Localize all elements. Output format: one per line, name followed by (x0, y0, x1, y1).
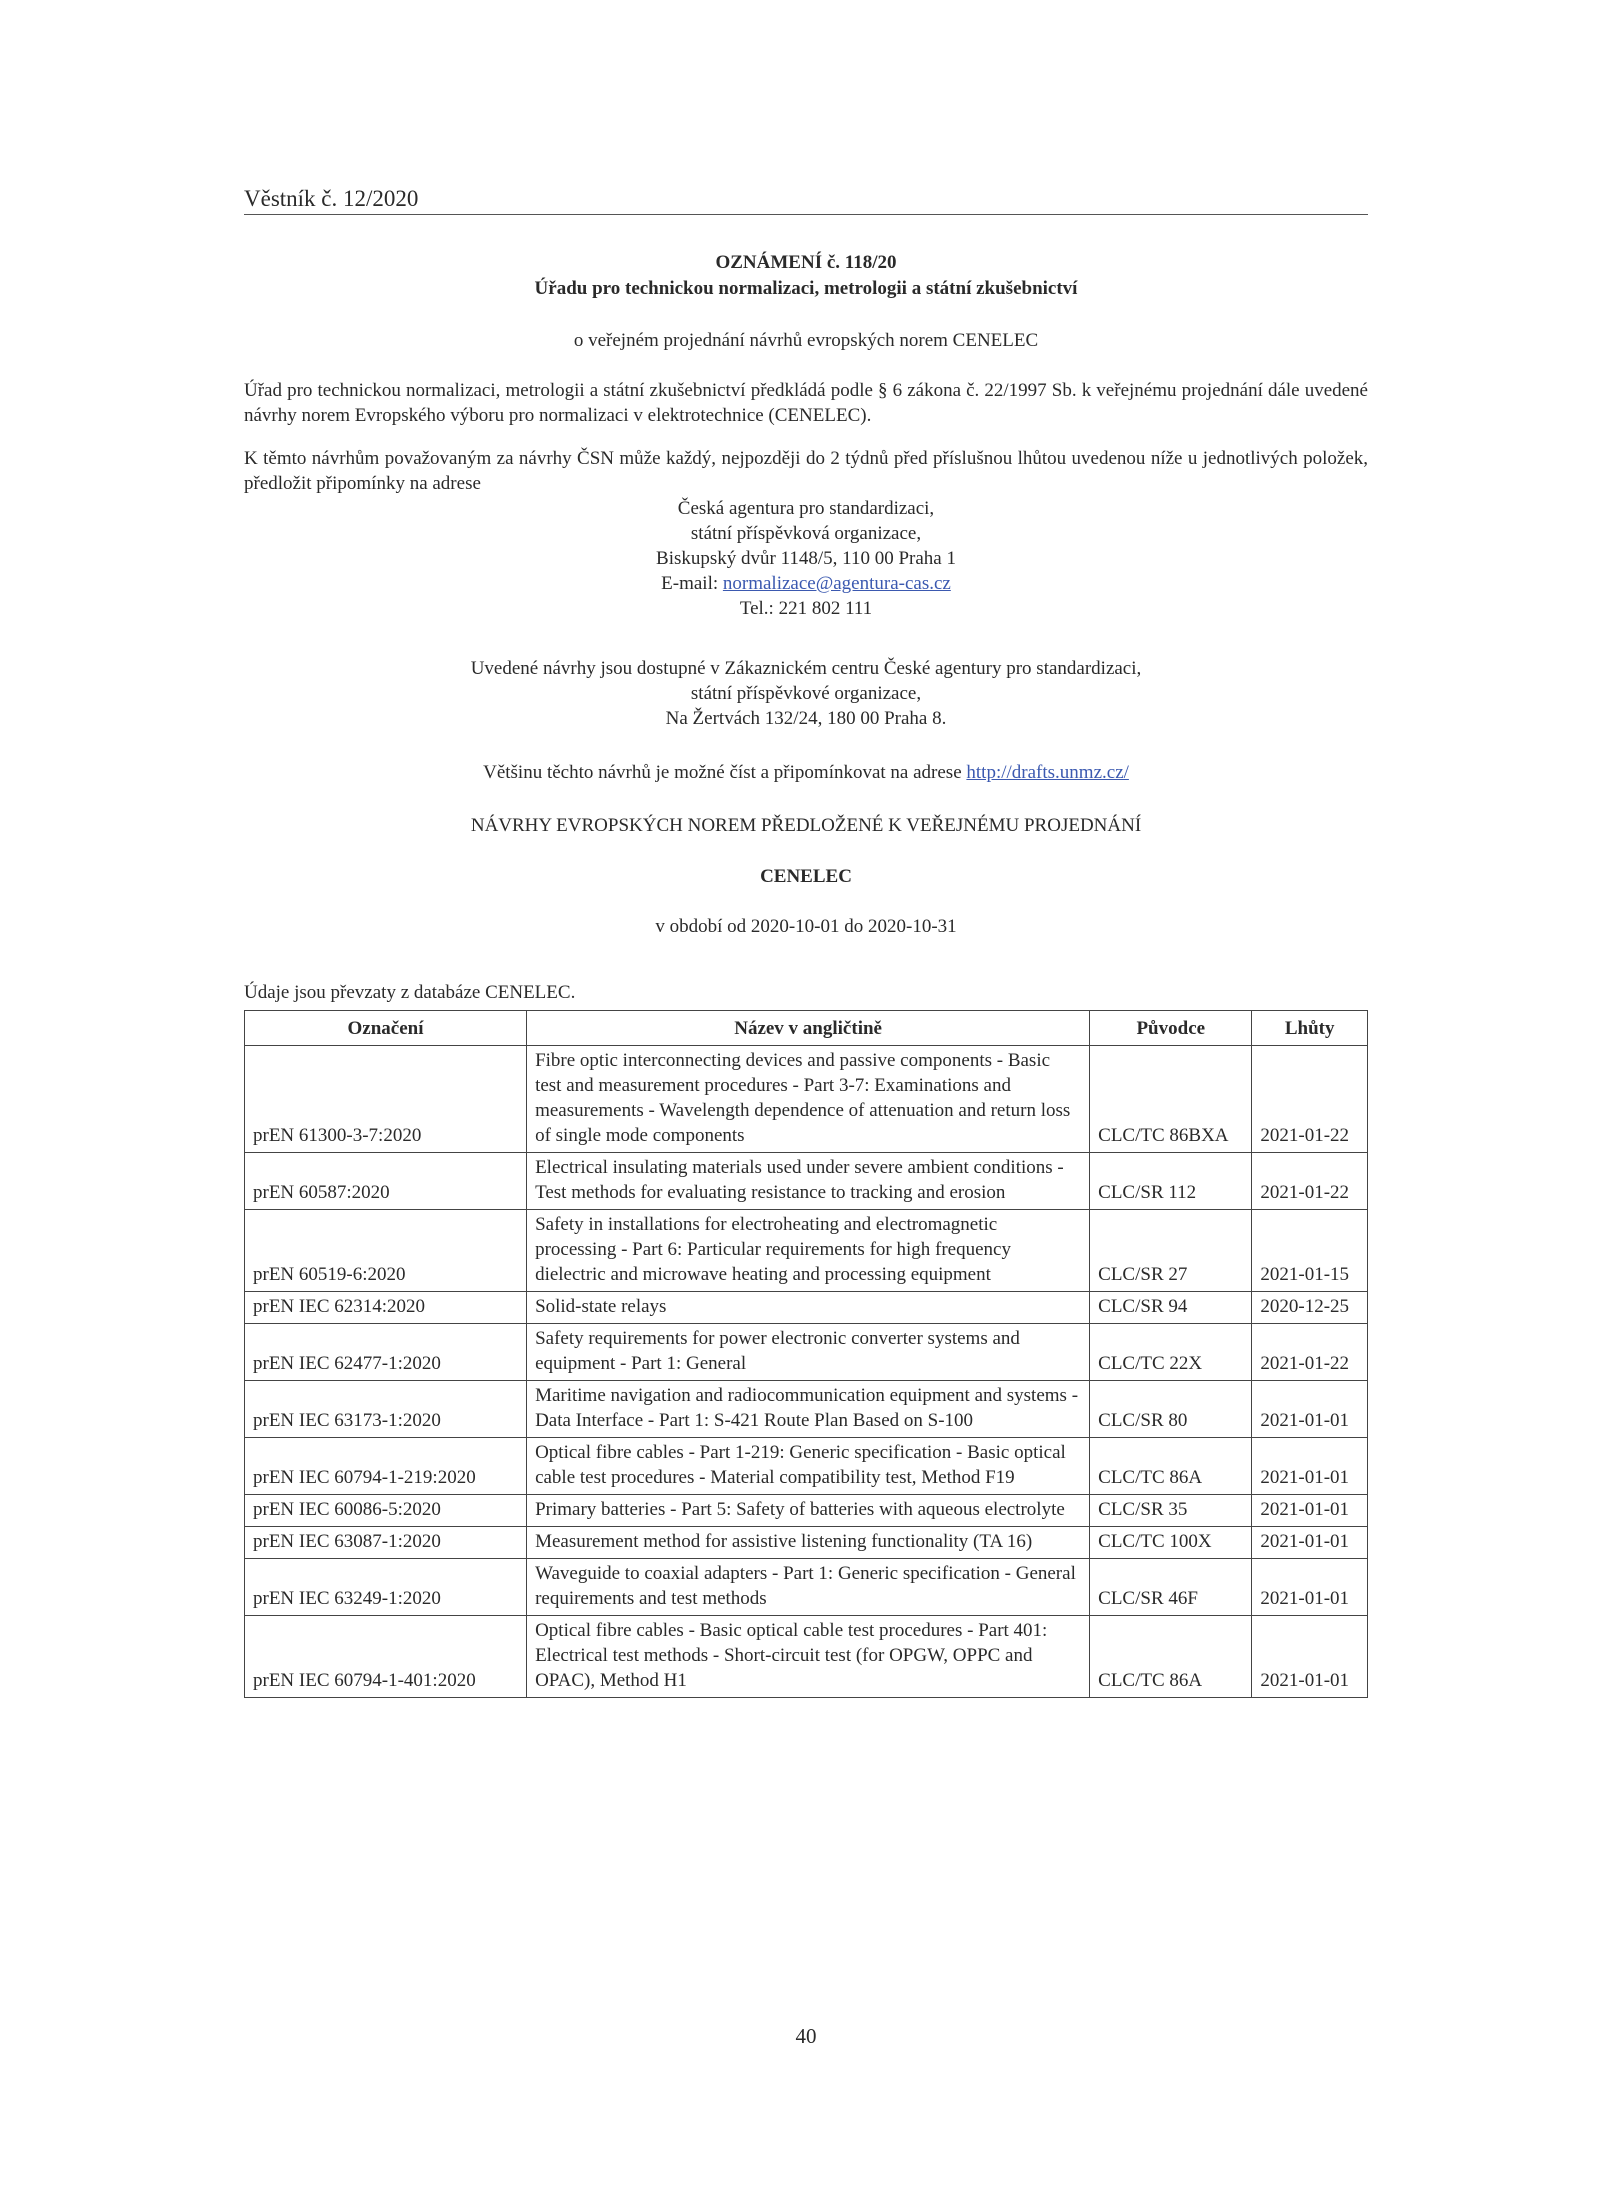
cell-title: Measurement method for assistive listening functionality (TA 16) (527, 1527, 1090, 1559)
cell-origin: CLC/TC 86BXA (1090, 1046, 1252, 1153)
cell-title: Waveguide to coaxial adapters - Part 1: Generic specification - General requirements and test methods (527, 1559, 1090, 1616)
availability-line-2: státní příspěvkové organizace, (690, 683, 922, 704)
intro-paragraph: Úřad pro technickou normalizaci, metrologii a státní zkušebnictví předkládá podle § 6 zákona č. 22/1997 Sb. k veřejnému projednání dále uvedené návrhy norem Evropského výboru pro normalizaci v elektrotechnice (CENELEC). (244, 380, 1368, 426)
cell-designation: prEN IEC 60794-1-219:2020 (245, 1438, 527, 1495)
address-email-row (244, 571, 1368, 596)
availability-block (244, 656, 1368, 731)
source-note: Údaje jsou převzaty z databáze CENELEC. (244, 982, 576, 1003)
cell-origin: CLC/SR 112 (1090, 1153, 1252, 1210)
cell-origin: CLC/TC 22X (1090, 1324, 1252, 1381)
table-row (245, 1438, 1368, 1495)
cell-deadline: 2021-01-01 (1252, 1559, 1368, 1616)
table-row (245, 1559, 1368, 1616)
norms-table (244, 1010, 1368, 1698)
table-header-row (245, 1011, 1368, 1046)
announcement-title-block (244, 250, 1368, 302)
cell-origin: CLC/SR 94 (1090, 1292, 1252, 1324)
address-block (244, 496, 1368, 621)
drafts-link[interactable]: http://drafts.unmz.cz/ (966, 762, 1129, 783)
table-row (245, 1210, 1368, 1292)
cell-title: Primary batteries - Part 5: Safety of batteries with aqueous electrolyte (527, 1495, 1090, 1527)
cell-origin: CLC/SR 46F (1090, 1559, 1252, 1616)
cell-title: Fibre optic interconnecting devices and passive components - Basic test and measurement procedures - Part 3-7: Examinations and measurements - Wavelength dependence of attenuation and return loss of single mode components (527, 1046, 1090, 1153)
announcement-subtitle: Úřadu pro technickou normalizaci, metrologii a státní zkušebnictví (534, 278, 1078, 299)
cell-designation: prEN IEC 62314:2020 (245, 1292, 527, 1324)
cell-title: Electrical insulating materials used under severe ambient conditions - Test methods for evaluating resistance to tracking and erosion (527, 1153, 1090, 1210)
drafts-text: Většinu těchto návrhů je možné číst a připomínkovat na adrese (483, 762, 967, 783)
cell-designation: prEN IEC 60794-1-401:2020 (245, 1616, 527, 1698)
section-org: CENELEC (760, 866, 852, 887)
cell-origin: CLC/TC 100X (1090, 1527, 1252, 1559)
availability-line-3: Na Žertvách 132/24, 180 00 Praha 8. (665, 708, 947, 729)
table-row (245, 1153, 1368, 1210)
bulletin-header: Věstník č. 12/2020 (244, 186, 1368, 215)
cell-deadline: 2021-01-01 (1252, 1381, 1368, 1438)
table-row (245, 1616, 1368, 1698)
cell-title: Solid-state relays (527, 1292, 1090, 1324)
table-row (245, 1381, 1368, 1438)
page-number: 40 (795, 2024, 817, 2048)
table-row (245, 1495, 1368, 1527)
cell-designation: prEN 60519-6:2020 (245, 1210, 527, 1292)
header-origin: Původce (1090, 1011, 1252, 1046)
header-title: Název v angličtině (527, 1011, 1090, 1046)
cell-origin: CLC/SR 27 (1090, 1210, 1252, 1292)
cell-deadline: 2020-12-25 (1252, 1292, 1368, 1324)
cell-title: Optical fibre cables - Basic optical cable test procedures - Part 401: Electrical test methods - Short-circuit test (for OPGW, OPPC and OPAC), Method H1 (527, 1616, 1090, 1698)
address-line-1: Česká agentura pro standardizaci, (677, 498, 935, 519)
cell-deadline: 2021-01-01 (1252, 1438, 1368, 1495)
cell-title: Safety requirements for power electronic converter systems and equipment - Part 1: General (527, 1324, 1090, 1381)
cell-designation: prEN IEC 62477-1:2020 (245, 1324, 527, 1381)
email-label: E-mail: (661, 573, 723, 594)
address-line-2: státní příspěvková organizace, (690, 523, 922, 544)
cell-title: Maritime navigation and radiocommunication equipment and systems - Data Interface - Part 1: S-421 Route Plan Based on S-100 (527, 1381, 1090, 1438)
section-heading: NÁVRHY EVROPSKÝCH NOREM PŘEDLOŽENÉ K VEŘEJNÉMU PROJEDNÁNÍ (470, 815, 1142, 836)
table-row (245, 1292, 1368, 1324)
cell-origin: CLC/SR 35 (1090, 1495, 1252, 1527)
comments-paragraph: K těmto návrhům považovaným za návrhy ČSN může každý, nejpozději do 2 týdnů před příslušnou lhůtou uvedenou níže u jednotlivých položek, předložit připomínky na adrese (244, 448, 1368, 494)
cell-origin: CLC/TC 86A (1090, 1438, 1252, 1495)
address-phone: Tel.: 221 802 111 (739, 598, 873, 619)
cell-origin: CLC/SR 80 (1090, 1381, 1252, 1438)
cell-title: Optical fibre cables - Part 1-219: Generic specification - Basic optical cable test procedures - Material compatibility test, Method F19 (527, 1438, 1090, 1495)
cell-origin: CLC/TC 86A (1090, 1616, 1252, 1698)
drafts-line (244, 760, 1368, 785)
cell-designation: prEN IEC 63173-1:2020 (245, 1381, 527, 1438)
cell-designation: prEN 60587:2020 (245, 1153, 527, 1210)
cell-deadline: 2021-01-01 (1252, 1495, 1368, 1527)
table-row (245, 1046, 1368, 1153)
table-row (245, 1527, 1368, 1559)
cell-deadline: 2021-01-01 (1252, 1527, 1368, 1559)
announcement-topic: o veřejném projednání návrhů evropských norem CENELEC (573, 330, 1039, 351)
header-designation: Označení (245, 1011, 527, 1046)
announcement-title: OZNÁMENÍ č. 118/20 (715, 252, 897, 273)
cell-deadline: 2021-01-22 (1252, 1153, 1368, 1210)
availability-line-1: Uvedené návrhy jsou dostupné v Zákaznickém centru České agentury pro standardizaci, (470, 658, 1142, 679)
cell-designation: prEN IEC 63087-1:2020 (245, 1527, 527, 1559)
cell-deadline: 2021-01-01 (1252, 1616, 1368, 1698)
email-link[interactable]: normalizace@agentura-cas.cz (722, 573, 951, 594)
address-line-3: Biskupský dvůr 1148/5, 110 00 Praha 1 (656, 548, 956, 569)
cell-designation: prEN IEC 63249-1:2020 (245, 1559, 527, 1616)
section-period: v období od 2020-10-01 do 2020-10-31 (655, 916, 957, 937)
cell-designation: prEN IEC 60086-5:2020 (245, 1495, 527, 1527)
cell-deadline: 2021-01-15 (1252, 1210, 1368, 1292)
cell-deadline: 2021-01-22 (1252, 1046, 1368, 1153)
cell-title: Safety in installations for electroheating and electromagnetic processing - Part 6: Particular requirements for high frequency dielectric and microwave heating and processing equipment (527, 1210, 1090, 1292)
header-deadline: Lhůty (1252, 1011, 1368, 1046)
cell-designation: prEN 61300-3-7:2020 (245, 1046, 527, 1153)
cell-deadline: 2021-01-22 (1252, 1324, 1368, 1381)
table-row (245, 1324, 1368, 1381)
